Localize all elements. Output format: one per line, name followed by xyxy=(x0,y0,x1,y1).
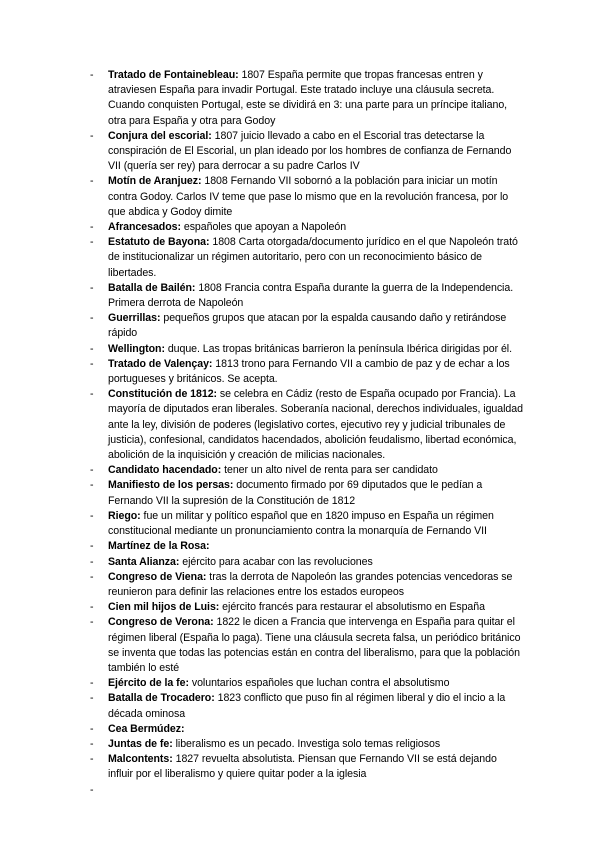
bullet-dash: - xyxy=(90,722,94,735)
glossary-entry xyxy=(0,68,600,129)
entry-definition: 1823 conflicto que puso fin al régimen liberal y dio el incio a la década ominosa xyxy=(108,692,506,720)
entry-term: Congreso de Verona: xyxy=(108,616,214,629)
entry-definition: fue un militar y político español que en 1820 impuso en España un régimen constitucional mediante un pronunciamiento contra la monarquía de Fernando VII xyxy=(108,509,494,538)
glossary-entry xyxy=(0,509,600,539)
bullet-dash: - xyxy=(90,783,94,796)
entry-definition: 1807 España permite que tropas francesas entren y atraviesen España para invadir Portugal. Este tratado incluye una cláusula secreta. Cuando conquisten Portugal, este se dividirá en 3: una parte para un príncipe italiano, otra para España y otra para Godoy xyxy=(108,69,508,127)
glossary-entry xyxy=(0,311,600,341)
bullet-dash: - xyxy=(90,342,94,355)
entry-definition: 1813 trono para Fernando VII a cambio de paz y de echar a los portugueses y británicos. Se acepta. xyxy=(108,357,510,386)
glossary-entry xyxy=(0,129,600,175)
entry-definition: voluntarios españoles que luchan contra el absolutismo xyxy=(188,677,450,690)
glossary-entry xyxy=(0,463,600,478)
bullet-dash: - xyxy=(90,601,94,614)
entry-term: Juntas de fe: xyxy=(108,737,173,750)
entry-definition: 1808 Carta otorgada/documento jurídico en el que Napoleón trató de institucionalizar un régimen autoritario, pero con un reconocimiento básico de libertades. xyxy=(108,236,518,279)
entry-term: Afrancesados: xyxy=(108,221,181,234)
bullet-dash: - xyxy=(90,677,94,690)
entry-term: Martínez de la Rosa: xyxy=(108,540,210,553)
bullet-dash: - xyxy=(90,464,94,477)
entry-term: Constitución de 1812: xyxy=(108,388,218,401)
bullet-dash: - xyxy=(90,737,94,750)
entry-term: Tratado de Fontainebleau: xyxy=(108,69,239,81)
glossary-entry xyxy=(0,539,600,554)
bullet-dash: - xyxy=(90,388,94,401)
entry-definition: ejército francés para restaurar el absolutismo en España xyxy=(219,601,485,614)
glossary-entry xyxy=(0,478,600,508)
entry-definition: tras la derrota de Napoleón las grandes potencias vencedoras se reunieron para definir las relaciones entre los estados europeos xyxy=(108,570,513,598)
glossary-entry xyxy=(0,570,600,600)
glossary-entry xyxy=(0,281,600,311)
glossary-entry xyxy=(0,691,600,721)
bullet-dash: - xyxy=(90,357,94,370)
glossary-entry xyxy=(0,722,600,737)
glossary-entry xyxy=(0,600,600,615)
entry-term: Cien mil hijos de Luis: xyxy=(108,601,220,614)
entry-definition: 1822 le dicen a Francia que intervenga en España para quitar el régimen liberal (España lo paga). Tiene una cláusula secreta falsa, un periódico británico se inventa que todas las potencias están en contra del liberalismo, para que la población también lo esté xyxy=(108,616,521,674)
glossary-entry xyxy=(0,737,600,752)
entry-definition: 1807 juicio llevado a cabo en el Escorial tras detectarse la conspiración de El Escorial, un plan ideado por los hombres de confianza de Fernando VII (quería ser rey) para derrocar a su padre Carlos IV xyxy=(108,129,512,173)
entry-definition: 1808 Fernando VII sobornó a la población para iniciar un motín contra Godoy. Carlos IV teme que pase lo mismo que en la revolución francesa, por lo que abdica y Godoy dimite xyxy=(108,175,509,218)
bullet-dash: - xyxy=(90,692,94,705)
glossary-entry xyxy=(0,752,600,782)
bullet-dash: - xyxy=(90,281,94,294)
entry-term: Candidato hacendado: xyxy=(108,464,222,477)
entry-definition: tener un alto nivel de renta para ser candidato xyxy=(221,464,438,477)
entry-definition: se celebra en Cádiz (resto de España ocupado por Francia). La mayoría de diputados eran liberales. Soberanía nacional, derechos individuales, igualdad ante la ley, división de poderes (legislativo cortes, ejecutivo rey y judicial tribunales de justicia), confesional, candidatos hacendados, abolición feudalismo, libertad económica, abolición de la inquisición y creación de milicias nacionales. xyxy=(108,388,523,462)
entry-term: Batalla de Trocadero: xyxy=(108,692,215,705)
entry-definition: duque. Las tropas británicas barrieron la península Ibérica dirigidas por él. xyxy=(164,342,512,355)
bullet-dash: - xyxy=(90,753,94,766)
bullet-dash: - xyxy=(90,175,94,188)
entry-term: Estatuto de Bayona: xyxy=(108,236,210,249)
glossary-entry xyxy=(0,555,600,570)
bullet-dash: - xyxy=(90,570,94,583)
entry-definition: pequeños grupos que atacan por la espalda causando daño y retirándose rápido xyxy=(108,312,507,340)
entry-term: Guerrillas: xyxy=(108,312,161,325)
entry-term: Riego: xyxy=(108,509,141,522)
glossary-entry xyxy=(0,174,600,220)
entry-definition: documento firmado por 69 diputados que le pedían a Fernando VII la supresión de la Constitución de 1812 xyxy=(108,479,483,507)
entry-term: Wellington: xyxy=(108,342,165,355)
entry-term: Santa Alianza: xyxy=(108,555,180,568)
bullet-dash: - xyxy=(90,540,94,553)
entry-definition: españoles que apoyan a Napoleón xyxy=(180,221,347,234)
bullet-dash: - xyxy=(90,555,94,568)
entry-term: Motín de Aranjuez: xyxy=(108,175,202,188)
glossary-entry xyxy=(0,357,600,387)
bullet-dash: - xyxy=(90,221,94,234)
glossary-entry xyxy=(0,220,600,235)
bullet-dash: - xyxy=(90,509,94,522)
bullet-dash: - xyxy=(90,479,94,492)
entry-definition: 1827 revuelta absolutista. Piensan que Fernando VII se está dejando influir por el liberalismo y quiere quitar poder a la iglesia xyxy=(108,753,497,781)
entry-definition: liberalismo es un pecado. Investiga solo temas religiosos xyxy=(172,737,441,750)
entry-term: Ejército de la fe: xyxy=(108,677,189,690)
entry-term: Congreso de Viena: xyxy=(108,570,207,583)
glossary-entry xyxy=(0,387,600,463)
entry-term: Batalla de Bailén: xyxy=(108,281,196,294)
entry-definition: ejército para acabar con las revoluciones xyxy=(179,555,373,568)
bullet-dash: - xyxy=(90,129,94,142)
entry-term: Malcontents: xyxy=(108,753,173,766)
glossary-list xyxy=(0,68,600,796)
bullet-dash: - xyxy=(90,69,94,81)
entry-term: Tratado de Valençay: xyxy=(108,357,213,370)
glossary-entry xyxy=(0,676,600,691)
entry-term: Conjura del escorial: xyxy=(108,129,212,142)
glossary-entry xyxy=(0,235,600,281)
entry-definition: 1808 Francia contra España durante la guerra de la Independencia. Primera derrota de Napoleón xyxy=(108,281,514,310)
glossary-entry xyxy=(0,342,600,357)
bullet-dash: - xyxy=(90,616,94,629)
bullet-dash: - xyxy=(90,312,94,325)
bullet-dash: - xyxy=(90,236,94,249)
glossary-entry xyxy=(0,615,600,676)
entry-term: Cea Bermúdez: xyxy=(108,722,185,735)
entry-term: Manifiesto de los persas: xyxy=(108,479,234,492)
